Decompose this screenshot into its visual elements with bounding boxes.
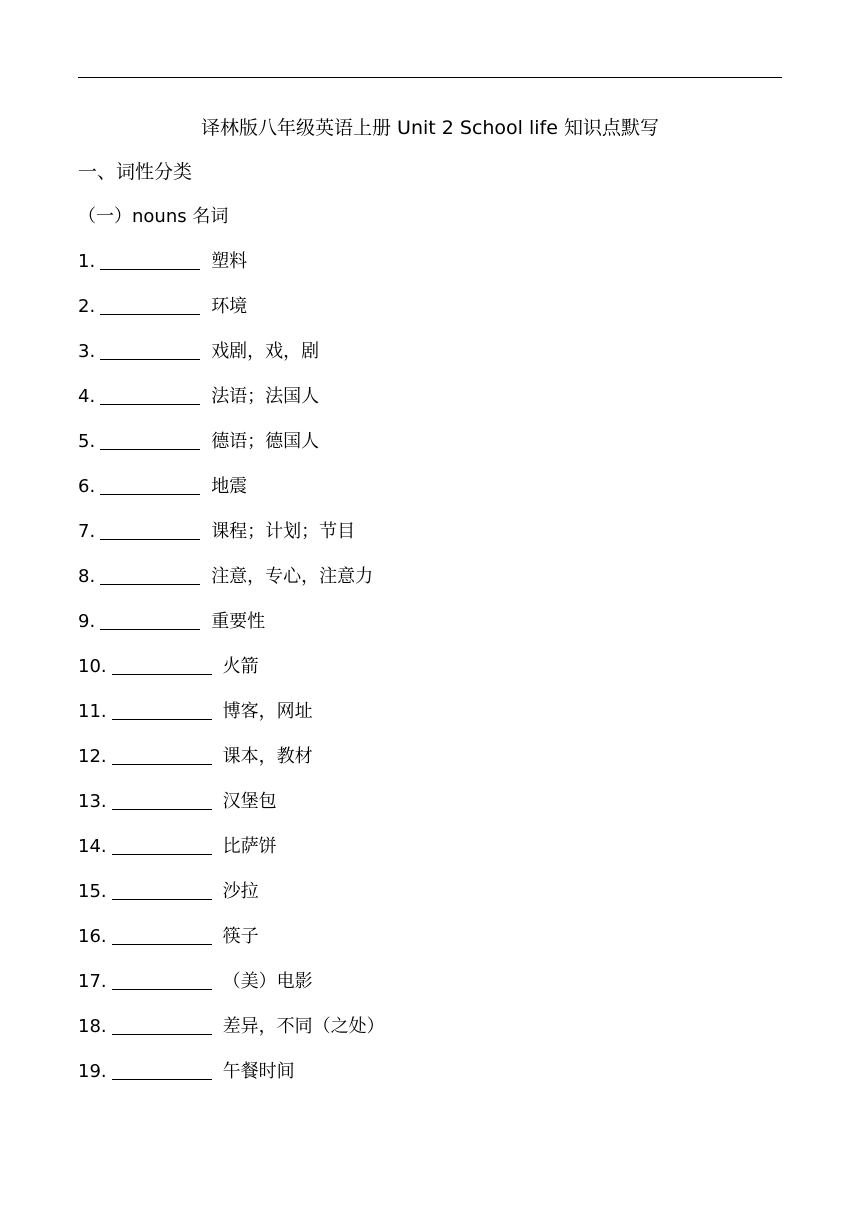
item-meaning: 注意，专心，注意力 [211,566,374,587]
answer-blank[interactable] [112,745,212,765]
item-meaning: 午餐时间 [222,1061,295,1082]
list-item [78,925,385,970]
answer-blank[interactable] [112,1060,212,1080]
answer-blank[interactable] [112,835,212,855]
item-number: 8. [78,566,96,587]
list-item [78,970,385,1015]
subsection-heading: （一）nouns 名词 [78,206,229,227]
list-item [78,655,385,700]
item-number: 9. [78,611,96,632]
section-heading: 一、词性分类 [78,161,193,183]
answer-blank[interactable] [100,340,200,360]
item-number: 12. [78,746,107,767]
item-number: 4. [78,386,96,407]
answer-blank[interactable] [112,790,212,810]
answer-blank[interactable] [112,970,212,990]
answer-blank[interactable] [100,565,200,585]
list-item [78,700,385,745]
list-item [78,1060,385,1105]
item-number: 16. [78,926,107,947]
item-number: 17. [78,971,107,992]
item-meaning: 火箭 [222,656,259,677]
answer-blank[interactable] [100,430,200,450]
answer-blank[interactable] [112,925,212,945]
item-meaning: 戏剧，戏，剧 [211,341,320,362]
item-number: 6. [78,476,96,497]
item-number: 10. [78,656,107,677]
item-meaning: 筷子 [222,926,259,947]
item-meaning: 博客，网址 [222,701,313,722]
answer-blank[interactable] [100,385,200,405]
item-meaning: 地震 [211,476,248,497]
list-item [78,520,385,565]
item-number: 19. [78,1061,107,1082]
answer-blank[interactable] [100,610,200,630]
item-number: 18. [78,1016,107,1037]
item-number: 14. [78,836,107,857]
item-number: 15. [78,881,107,902]
answer-blank[interactable] [100,475,200,495]
item-number: 11. [78,701,107,722]
item-meaning: 课本，教材 [222,746,313,767]
item-meaning: （美）电影 [222,971,313,992]
list-item [78,295,385,340]
answer-blank[interactable] [112,880,212,900]
list-item [78,430,385,475]
item-number: 7. [78,521,96,542]
item-meaning: 差异，不同（之处） [222,1016,385,1037]
list-item [78,475,385,520]
answer-blank[interactable] [100,250,200,270]
item-meaning: 课程；计划；节目 [211,521,356,542]
list-item [78,340,385,385]
list-item [78,745,385,790]
answer-blank[interactable] [100,520,200,540]
list-item [78,565,385,610]
item-number: 5. [78,431,96,452]
item-meaning: 德语；德国人 [211,431,320,452]
list-item [78,835,385,880]
vocabulary-list [78,250,385,1105]
item-meaning: 沙拉 [222,881,259,902]
list-item [78,610,385,655]
item-meaning: 塑料 [211,251,248,272]
item-number: 2. [78,296,96,317]
item-meaning: 重要性 [211,611,266,632]
answer-blank[interactable] [112,1015,212,1035]
list-item [78,790,385,835]
list-item [78,385,385,430]
answer-blank[interactable] [112,700,212,720]
list-item [78,880,385,925]
list-item [78,250,385,295]
list-item [78,1015,385,1060]
item-number: 1. [78,251,96,272]
document-title: 译林版八年级英语上册 Unit 2 School life 知识点默写 [201,117,659,139]
item-meaning: 法语；法国人 [211,386,320,407]
item-number: 13. [78,791,107,812]
item-meaning: 汉堡包 [222,791,277,812]
item-meaning: 比萨饼 [222,836,277,857]
item-number: 3. [78,341,96,362]
header-rule [78,77,782,78]
answer-blank[interactable] [100,295,200,315]
answer-blank[interactable] [112,655,212,675]
item-meaning: 环境 [211,296,248,317]
